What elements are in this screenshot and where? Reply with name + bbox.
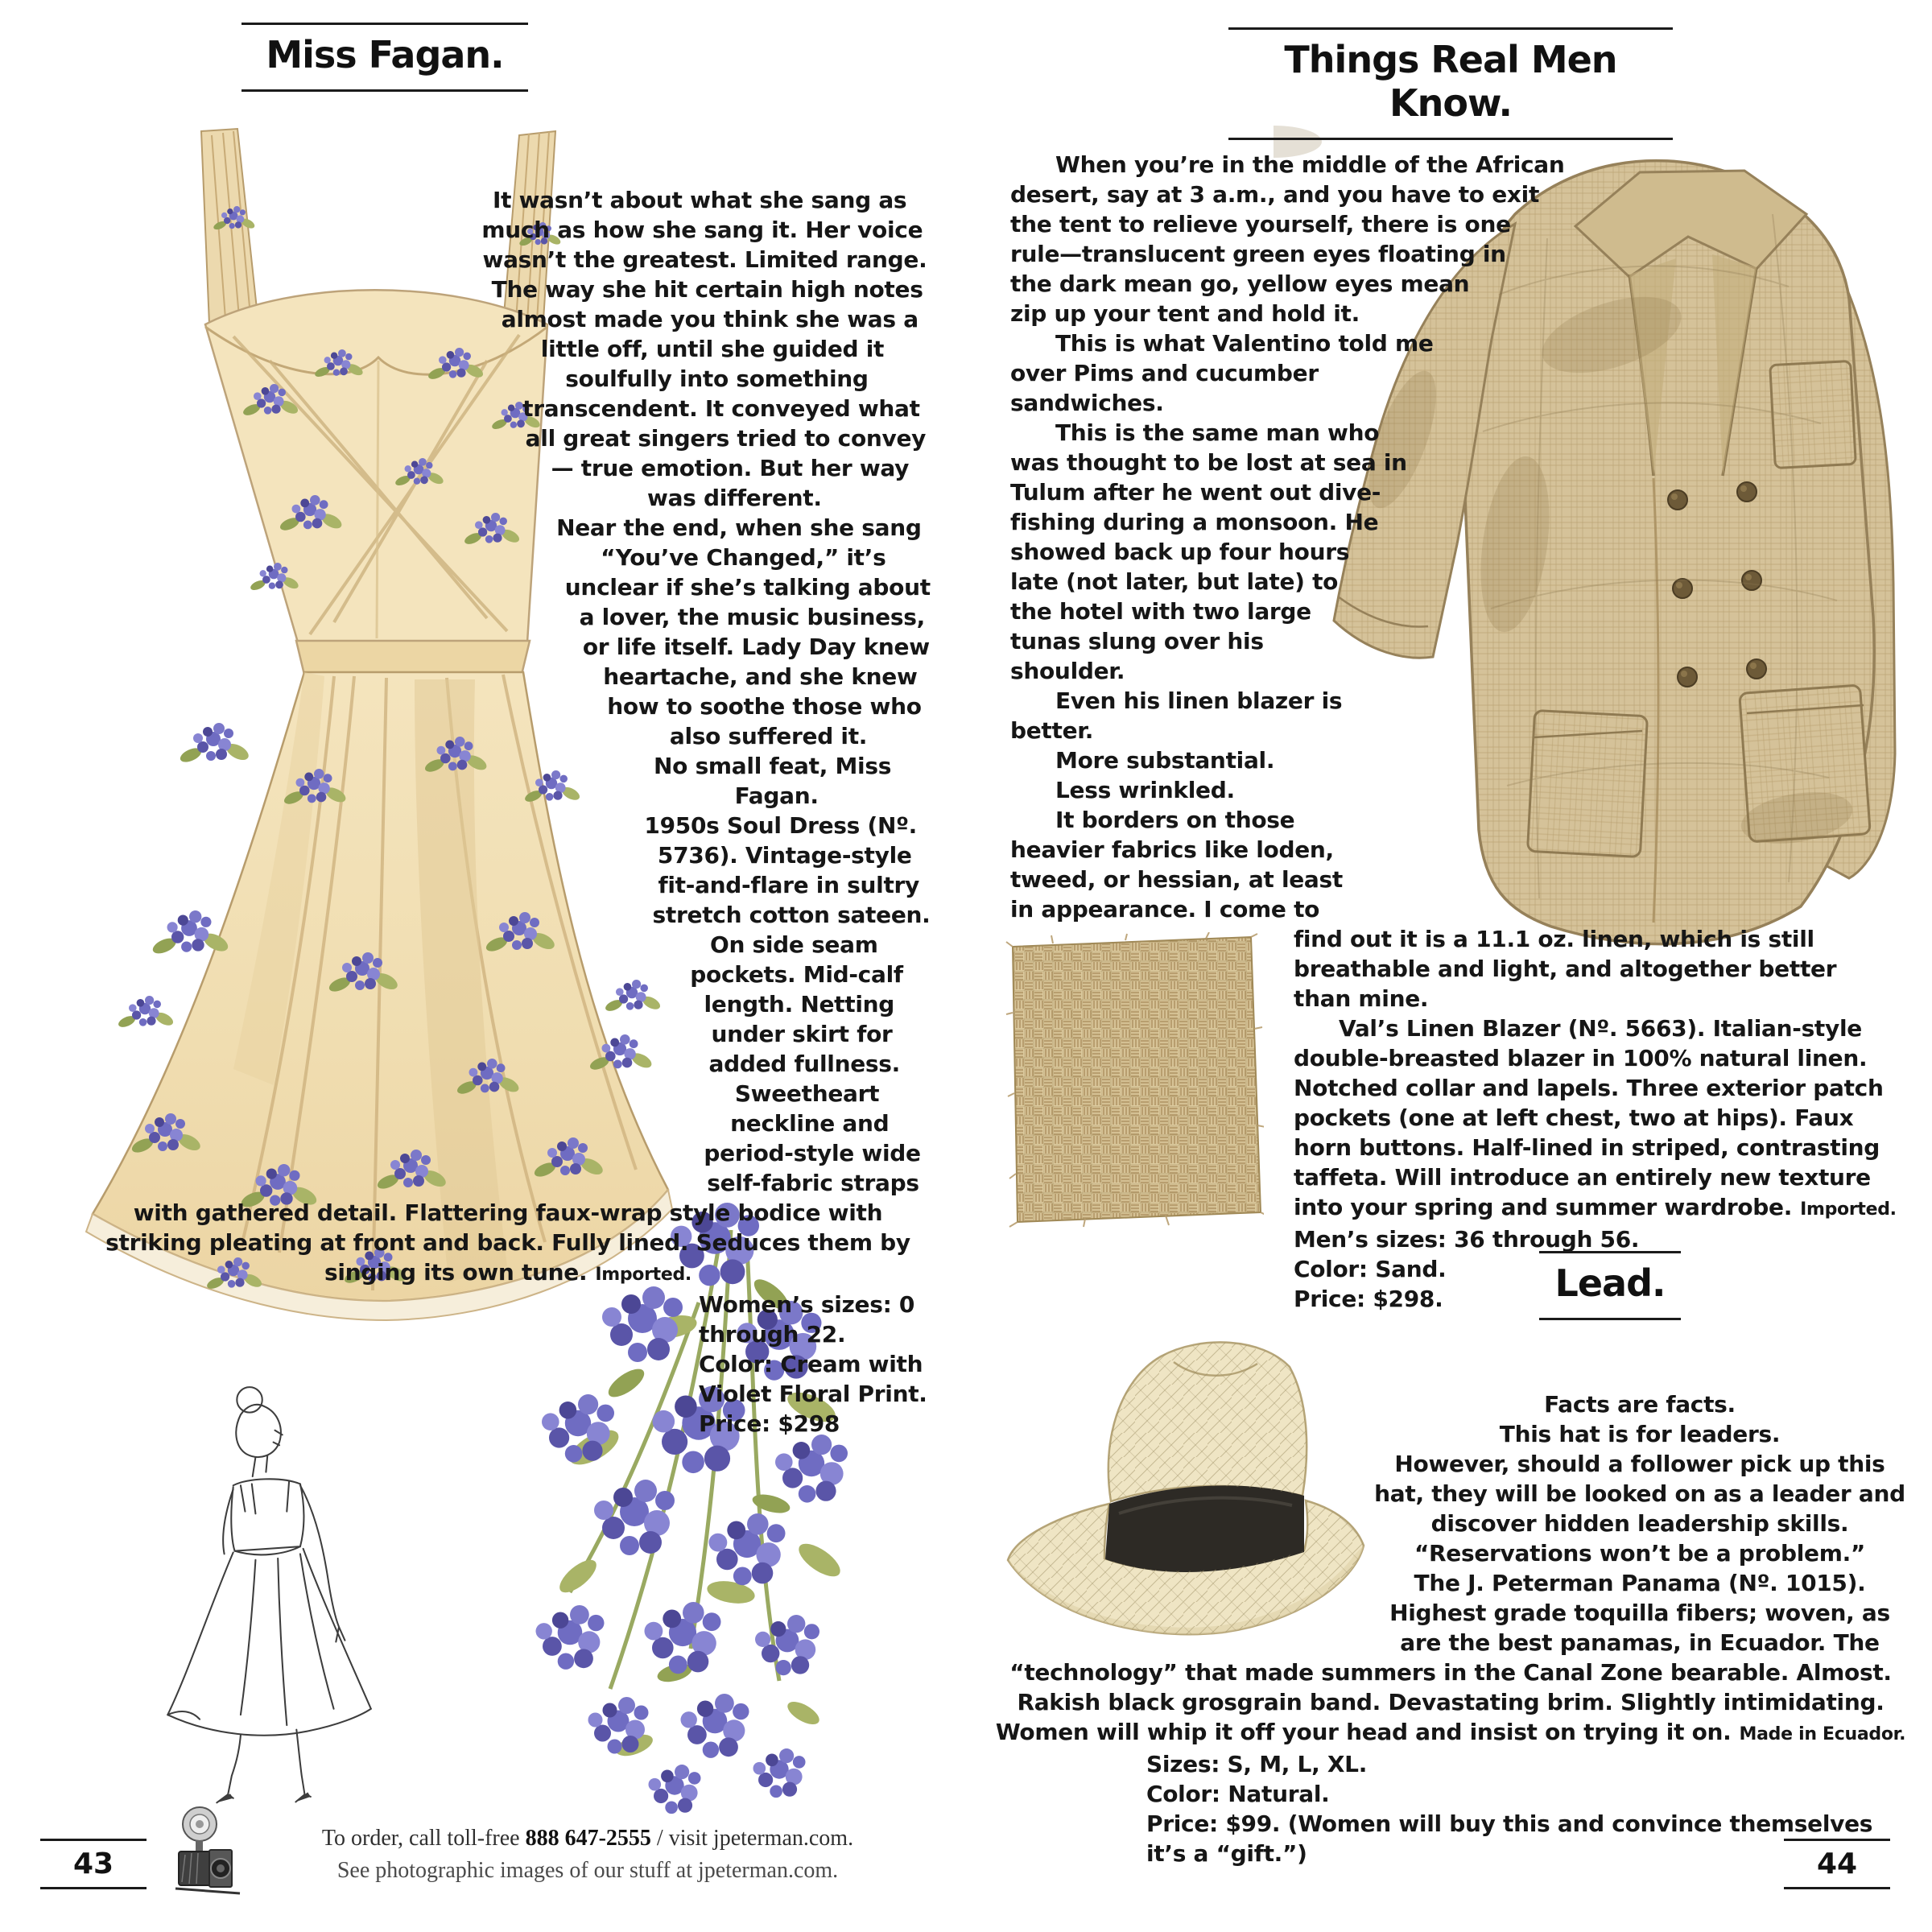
story-paragraph: However, should a follower pick up this hat, they will be looked on as a leader and discover hidden leadership skills. <box>1374 1451 1905 1537</box>
story-paragraph: No small feat, Miss Fagan. <box>654 753 892 809</box>
article-body-lead <box>989 1320 1913 1868</box>
color-line: Color: Natural. <box>1146 1781 1330 1807</box>
story-paragraph: It wasn’t about what she sang as much as how she sang it. Her voice wasn’t the greatest. Limited range. The way she hit certain high notes almost made you think she was a little off, until she guided it soulfully into something transcendent. It conveyed what all great singers tried to convey— true emotion. But her way was different. <box>481 187 927 511</box>
price-line: Price: $99. (Women will buy this and convince themselves it’s a “gift.”) <box>1146 1810 1873 1867</box>
story-paragraph: More substantial. <box>1055 747 1275 774</box>
order-suffix: / visit jpeterman.com. <box>650 1826 854 1851</box>
article-title-miss-fagan <box>242 23 528 92</box>
story-text: which is still breathable and light, and altogether better than mine. <box>1294 926 1837 1012</box>
page-number-right: 44 <box>1784 1839 1890 1889</box>
sizes-line: Men’s sizes: 36 through 56. <box>1294 1226 1640 1253</box>
story-paragraph: This hat is for leaders. <box>1499 1421 1781 1447</box>
color-line: Color: Cream with Violet Floral Print. <box>699 1351 927 1407</box>
story-paragraph: Near the end, when she sang “You’ve Changed,” it’s unclear if she’s talking about a lover, the music business, or life itself. Lady Day knew heartache, and she knew how to soothe those who also suffered it. <box>556 514 931 749</box>
price-line: Price: $298. <box>1294 1286 1443 1312</box>
article-title-lead <box>1539 1251 1681 1320</box>
product-copy-text: Highest grade toquilla fibers; woven, as are the best panamas, in Ecuador. The “technology” that made summers in the Canal Zone bearable. Almost. Rakish black grosgrain band. Devastating brim. Slightly intimidating. Women will whip it off your head and insist on trying it on. <box>995 1600 1892 1745</box>
footer-order-info <box>266 1826 910 1884</box>
price-line: Price: $298 <box>699 1410 840 1437</box>
sizes-line: Sizes: S, M, L, XL. <box>1146 1751 1368 1777</box>
story-paragraph: Even his linen blazer is better. <box>1010 687 1343 744</box>
article-title-things-real-men-know <box>1228 27 1673 140</box>
story-paragraph: Less wrinkled. <box>1055 777 1235 803</box>
imported-label: Imported. <box>595 1265 691 1285</box>
sizes-line: Women’s sizes: 0 through 22. <box>699 1291 915 1348</box>
imported-label: Imported. <box>1800 1199 1897 1220</box>
article-body-miss-fagan <box>82 185 934 1439</box>
section-title: Lead. <box>1554 1261 1666 1305</box>
product-details <box>699 1290 934 1439</box>
order-line <box>266 1826 910 1852</box>
article-body-things-real-men-know <box>1010 150 1901 1314</box>
story-paragraph: When you’re in the middle of the African desert, say at 3 a.m., and you have to exit the tent to relieve yourself, there is one rule—translucent green eyes floating in the dark mean go, yellow eyes mean zip up your tent and hold it. <box>1010 151 1565 327</box>
story-text: It borders on those heavier fabrics like loden, tweed, or hessian, at least in appearance. I come to find out it is a 11.1 oz. linen, <box>1010 807 1653 952</box>
layout-spacer <box>1010 931 1266 1246</box>
story-paragraph: Facts are facts. <box>1544 1391 1736 1418</box>
layout-spacer <box>989 1320 1367 1657</box>
page-title: Miss Fagan. <box>266 33 504 76</box>
camera-icon <box>169 1803 248 1904</box>
photos-line: See photographic images of our stuff at jpeterman.com. <box>336 1858 839 1883</box>
product-copy-text: Val’s Linen Blazer (Nº. 5663). Italian-style double-breasted blazer in 100% natural linen. Notched collar and lapels. Three exterior patch pockets (one at left chest, two at hips). Faux horn buttons. Half-lined in striped, contrasting taffeta. Will introduce an entirely new texture into your spring and summer wardrobe. <box>1294 1015 1884 1220</box>
order-prefix: To order, call toll-free <box>321 1826 526 1851</box>
page-number-left: 43 <box>40 1839 147 1889</box>
page-title: Things Real Men Know. <box>1284 38 1617 125</box>
phone-number: 888 647-2555 <box>525 1826 651 1851</box>
story-paragraph: The J. Peterman Panama (Nº. 1015). <box>1414 1570 1866 1596</box>
origin-label: Made in Ecuador. <box>1739 1724 1906 1744</box>
product-copy-text: 1950s Soul Dress (Nº. 5736). Vintage-style fit-and-flare in sultry stretch cotton sateen. On side seam pockets. Mid-calf length. Netting under skirt for added fullness. Sweetheart neckline and period-style wide self-fabric straps with gathered detail. Flattering faux-wrap style bodice with striking pleating at front and back. Fully lined. Seduces them by singing its own tune. <box>105 812 931 1286</box>
story-paragraph: This is the same man who was thought to be lost at sea in Tulum after he went out dive-fishing during a monsoon. He showed back up four hours late (not later, but late) to the hotel with two large tunas slung over his shoulder. <box>1010 419 1407 684</box>
story-paragraph: “Reservations won’t be a problem.” <box>1414 1540 1866 1567</box>
color-line: Color: Sand. <box>1294 1256 1447 1282</box>
story-paragraph: This is what Valentino told me over Pims and cucumber sandwiches. <box>1010 330 1434 416</box>
